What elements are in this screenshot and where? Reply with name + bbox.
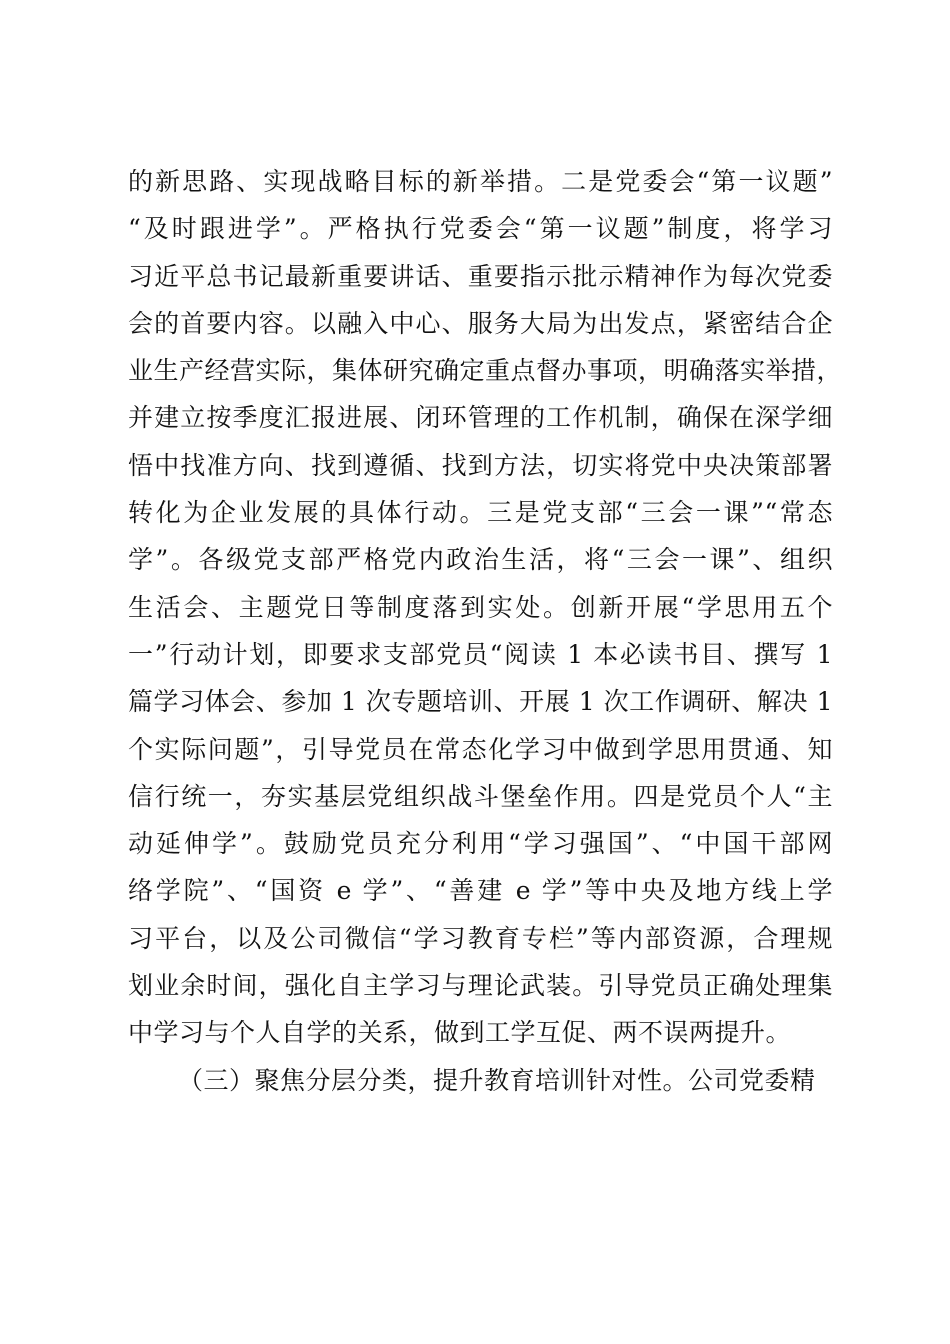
text-line: 会的首要内容。以融入中心、服务大局为出发点，紧密结合企 xyxy=(128,308,833,338)
text-line: 悟中找准方向、找到遵循、找到方法，切实将党中央决策部署 xyxy=(128,450,833,480)
body-text xyxy=(128,158,843,1104)
text-line: 学”。各级党支部严格党内政治生活，将“三会一课”、组织 xyxy=(128,545,833,575)
text-line: 习近平总书记最新重要讲话、重要指示批示精神作为每次党委 xyxy=(128,261,833,291)
text-line: 业生产经营实际，集体研究确定重点督办事项，明确落实举措， xyxy=(128,356,843,386)
text-line: 络学院”、“国资 e 学”、“善建 e 学”等中央及地方线上学 xyxy=(128,876,833,906)
text-line: 并建立按季度汇报进展、闭环管理的工作机制，确保在深学细 xyxy=(128,403,833,433)
text-line: 的新思路、实现战略目标的新举措。二是党委会“第一议题” xyxy=(128,167,833,196)
paragraph-end-line: 中学习与个人自学的关系，做到工学互促、两不误两提升。 xyxy=(128,1018,792,1048)
text-line: 划业余时间，强化自主学习与理论武装。引导党员正确处理集 xyxy=(128,971,833,1001)
text-line: 信行统一，夯实基层党组织战斗堡垒作用。四是党员个人“主 xyxy=(128,781,833,811)
text-line: 生活会、主题党日等制度落到实处。创新开展“学思用五个 xyxy=(128,592,833,622)
text-line: 动延伸学”。鼓励党员充分利用“学习强国”、“中国干部网 xyxy=(128,829,833,859)
text-line: 转化为企业发展的具体行动。三是党支部“三会一课”“常态 xyxy=(128,498,833,528)
text-line: 个实际问题”，引导党员在常态化学习中做到学思用贯通、知 xyxy=(128,734,833,764)
text-line: “及时跟进学”。严格执行党委会“第一议题”制度，将学习 xyxy=(128,214,833,244)
text-line: 习平台，以及公司微信“学习教育专栏”等内部资源，合理规 xyxy=(128,923,833,953)
text-line: 篇学习体会、参加 1 次专题培训、开展 1 次工作调研、解决 1 xyxy=(128,687,833,717)
text-line: 一”行动计划，即要求支部党员“阅读 1 本必读书目、撰写 1 xyxy=(128,639,833,669)
section-heading-line: （三）聚焦分层分类，提升教育培训针对性。公司党委精 xyxy=(178,1065,816,1095)
